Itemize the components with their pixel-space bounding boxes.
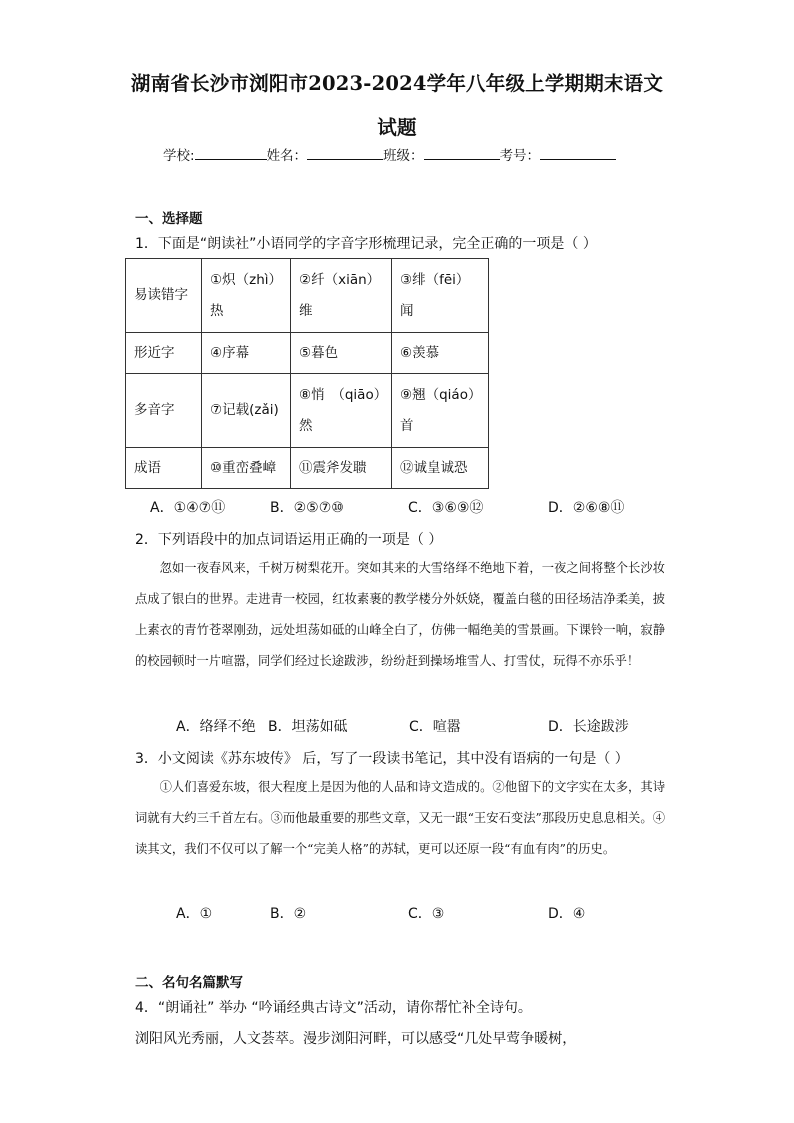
q3-option-b[interactable]: B．②: [270, 906, 307, 922]
table-row: [126, 259, 489, 333]
name-blank[interactable]: [307, 146, 383, 160]
q2-option-b[interactable]: B．坦荡如砥: [268, 719, 348, 735]
q3-option-c[interactable]: C．③: [408, 906, 445, 922]
exam-title-line2: 试题: [377, 116, 417, 139]
table-cell: ⑨翘（qiáo）首: [392, 374, 489, 448]
exam-title-line1: 湖南省长沙市浏阳市2023-2024学年八年级上学期期末语文: [130, 72, 664, 95]
question-4-line: 浏阳风光秀丽，人文荟萃。漫步浏阳河畔，可以感受“几处早莺争暖树，: [135, 1031, 577, 1047]
q3-option-d[interactable]: D．④: [548, 906, 586, 922]
table-cell: ⑤暮色: [291, 333, 392, 374]
table-cell: ①炽（zhì）热: [202, 259, 291, 333]
q2-option-d[interactable]: D．长途跋涉: [548, 719, 629, 735]
section-title-choice: 一、选择题: [135, 211, 203, 227]
q1-option-c[interactable]: C．③⑥⑨⑫: [408, 500, 484, 516]
name-label: 姓名：: [266, 148, 308, 164]
passage-text: ①人们喜爱东坡，很大程度上是因为他的人品和诗文造成的。②他留下的文字实在太多，其诗词就有大约三千首左右。③而他最重要的那些文章，又无一跟“王安石变法”那段历史息息相关。④读其文，我们不仅可以了解一个“完美人格”的苏轼，更可以还原一段“有血有肉”的历史。: [135, 780, 665, 856]
question-1-stem: 1．下面是“朗读社”小语同学的字音字形梳理记录，完全正确的一项是（ ）: [135, 236, 597, 252]
table-cell: ③绯（fēi）闻: [392, 259, 489, 333]
school-label: 学校:: [163, 148, 195, 164]
table-cell: 成语: [126, 448, 202, 489]
question-2-stem: 2．下列语段中的加点词语运用正确的一项是（ ）: [135, 532, 443, 548]
section-title-recitation: 二、名句名篇默写: [135, 975, 243, 991]
table-cell: ⑩重峦叠嶂: [202, 448, 291, 489]
table-cell: ②纤（xiān）维: [291, 259, 392, 333]
table-cell: 易读错字: [126, 259, 202, 333]
q2-option-a[interactable]: A．络绎不绝: [176, 719, 256, 735]
question-3-passage: [135, 772, 665, 865]
question-2-passage: [135, 553, 665, 677]
table-cell: ⑫诚皇诚恐: [392, 448, 489, 489]
q2-option-c[interactable]: C．喧嚣: [409, 719, 461, 735]
table-cell: 形近字: [126, 333, 202, 374]
table-cell: ⑥羡慕: [392, 333, 489, 374]
question-4-stem: 4．“朗诵社” 举办 “吟诵经典古诗文”活动，请你帮忙补全诗句。: [135, 1000, 532, 1016]
pronunciation-table: [125, 258, 489, 489]
class-blank[interactable]: [424, 146, 500, 160]
table-cell: 多音字: [126, 374, 202, 448]
q1-option-b[interactable]: B．②⑤⑦⑩: [270, 500, 344, 516]
table-cell: ④序幕: [202, 333, 291, 374]
q1-option-d[interactable]: D．②⑥⑧⑪: [548, 500, 625, 516]
q1-option-a[interactable]: A．①④⑦⑪: [150, 500, 226, 516]
table-cell: ⑧悄 （qiāo）然: [291, 374, 392, 448]
table-row: [126, 374, 489, 448]
exam-number-blank[interactable]: [540, 146, 616, 160]
table-cell: ⑪震斧发聩: [291, 448, 392, 489]
passage-text: 忽如一夜春风来，千树万树梨花开。突如其来的大雪络绎不绝地下着，一夜之间将整个长沙妆点成了银白的世界。走进青一校园，红妆素裹的教学楼分外妖娆，覆盖白毯的田径场洁净柔美，披上素衣的青竹苍翠刚劲，远处坦荡如砥的山峰全白了，仿佛一幅绝美的雪景画。下课铃一响，寂静的校园顿时一片喧嚣，同学们经过长途跋涉，纷纷赶到操场堆雪人、打雪仗，玩得不亦乐乎！: [135, 561, 665, 668]
student-info-line: [163, 144, 616, 164]
school-blank[interactable]: [195, 146, 267, 160]
table-row: [126, 333, 489, 374]
table-cell: ⑦记载(zǎi): [202, 374, 291, 448]
class-label: 班级：: [383, 148, 424, 164]
q3-option-a[interactable]: A．①: [176, 906, 213, 922]
question-3-stem: 3．小文阅读《苏东坡传》 后，写了一段读书笔记，其中没有语病的一句是（ ）: [135, 751, 629, 767]
exam-number-label: 考号：: [499, 148, 541, 164]
table-row: [126, 448, 489, 489]
